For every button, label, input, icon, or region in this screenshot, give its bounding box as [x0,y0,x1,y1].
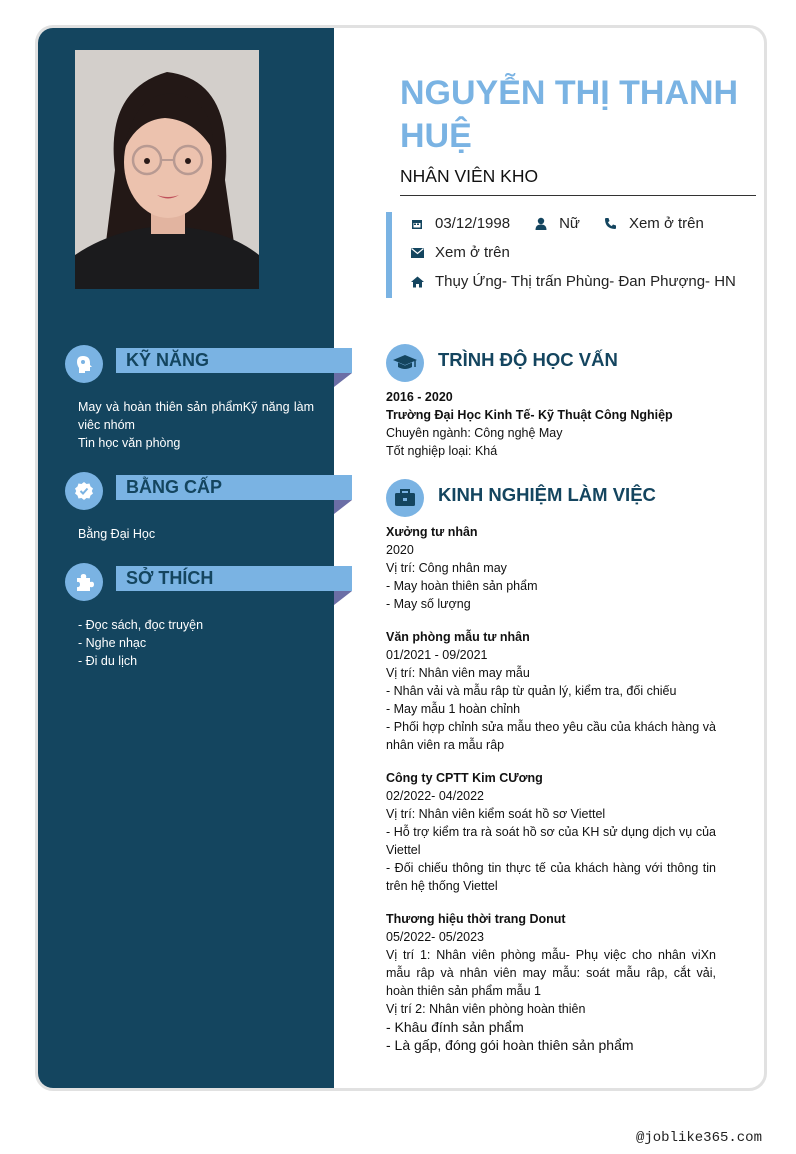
job-line: - Phối hợp chỉnh sửa mẫu theo yêu cầu của khách hàng và nhân viên ra mẫu râp [386,720,716,752]
skills-text [78,398,314,452]
contact-accent-bar [386,212,392,298]
job-position: NHÂN VIÊN KHO [400,166,539,186]
company-name: Xưởng tư nhân [386,525,478,539]
calendar-icon [410,217,424,231]
head-icon [65,345,103,383]
company-name: Văn phòng mẫu tư nhân [386,630,530,644]
job-entry [386,523,716,613]
job-period: 2020 [386,543,414,557]
contact-row-2 [410,244,510,261]
job-line: Vị trí 2: Nhân viên phòng hoàn thiên [386,1002,586,1016]
contact-row-3 [410,273,736,290]
company-name: Công ty CPTT Kim CƯơng [386,771,543,785]
job-line: - Là gấp, đóng gói hoàn thiên sản phẩm [386,1037,634,1053]
job-period: 05/2022- 05/2023 [386,930,485,944]
job-line: Vị trí: Công nhân may [386,561,507,575]
certificates-title: BẰNG CẤP [126,477,223,497]
job-entry [386,628,716,754]
job-line: - Đối chiếu thông tin thực tế của khách hàng với thông tin trên hệ thống Viettel [386,861,716,893]
job-period: 01/2021 - 09/2021 [386,648,488,662]
major: Chuyên ngành: Công nghệ May [386,426,563,440]
phone-icon [604,217,618,231]
certificates-header [38,472,354,522]
hobby-item: - Đọc sách, đọc truyện [78,618,204,632]
job-line: - Hỗ trợ kiểm tra rà soát hồ sơ của KH sử dụng dịch vụ của Viettel [386,825,716,857]
cv-card [35,25,767,1091]
profile-photo [75,50,259,289]
hobbies-title: SỞ THÍCH [126,568,214,588]
email-icon [410,246,424,260]
company-name: Thương hiệu thời trang Donut [386,912,566,926]
user-icon [534,217,548,231]
briefcase-icon [386,479,424,517]
address: Thụy Ứng- Thị trấn Phùng- Đan Phượng- HN [435,273,736,290]
job-line: - Khâu đính sản phẩm [386,1019,524,1035]
divider [400,195,756,196]
education-period: 2016 - 2020 [386,390,453,404]
home-icon [410,275,424,289]
job-line: Vị trí: Nhân viên may mẫu [386,666,530,680]
job-line: - May mẫu 1 hoàn chỉnh [386,702,521,716]
gender: Nữ [559,215,580,232]
certificate-item: Bằng Đại Học [78,527,156,541]
hobbies-text [78,616,314,670]
education-title: TRÌNH ĐỘ HỌC VẤN [438,349,618,370]
footer-watermark: @joblike365.com [635,1130,762,1146]
puzzle-icon [65,563,103,601]
skills-line-1: May và hoàn thiên sản phẩmKỹ năng làm viêc nhóm [78,400,314,432]
grade: Tốt nghiệp loại: Khá [386,444,498,458]
phone: Xem ở trên [628,215,704,232]
school-name: Trường Đại Học Kinh Tế- Kỹ Thuật Công Nghiệp [386,408,673,422]
date-of-birth: 03/12/1998 [435,215,511,232]
job-line: - May hoàn thiên sản phẩm [386,579,538,593]
job-line: - Nhân vải và mẫu râp từ quản lý, kiểm tra, đối chiếu [386,684,677,698]
education-block [386,388,716,460]
certificate-icon [65,472,103,510]
job-period: 02/2022- 04/2022 [386,789,485,803]
job-entry [386,769,716,895]
job-line: Vị trí 1: Nhân viên phòng mẫu- Phụ việc cho nhân viXn mẫu râp và nhân viên may mẫu: soát mẫu râp, cắt vải, hoàn thiên sản phẩm mẫu 1 [386,948,716,998]
job-line: - May số lượng [386,597,471,611]
experience-list [386,523,716,1069]
email: Xem ở trên [435,244,510,261]
hobby-item: - Đi du lịch [78,654,138,668]
skills-title: KỸ NĂNG [126,350,210,370]
contact-row-1 [410,215,728,232]
job-entry [386,910,716,1054]
full-name: NGUYỄN THỊ THANH HUỆ [400,74,739,155]
sidebar [38,28,334,1088]
hobby-item: - Nghe nhạc [78,636,147,650]
graduation-cap-icon [386,344,424,382]
skills-line-2: Tin học văn phòng [78,436,181,450]
skills-header [38,345,354,395]
hobbies-header [38,563,354,613]
certificates-text [78,525,314,543]
experience-title: KINH NGHIỆM LÀM VIỆC [438,484,656,505]
job-line: Vị trí: Nhân viên kiểm soát hồ sơ Viettel [386,807,606,821]
